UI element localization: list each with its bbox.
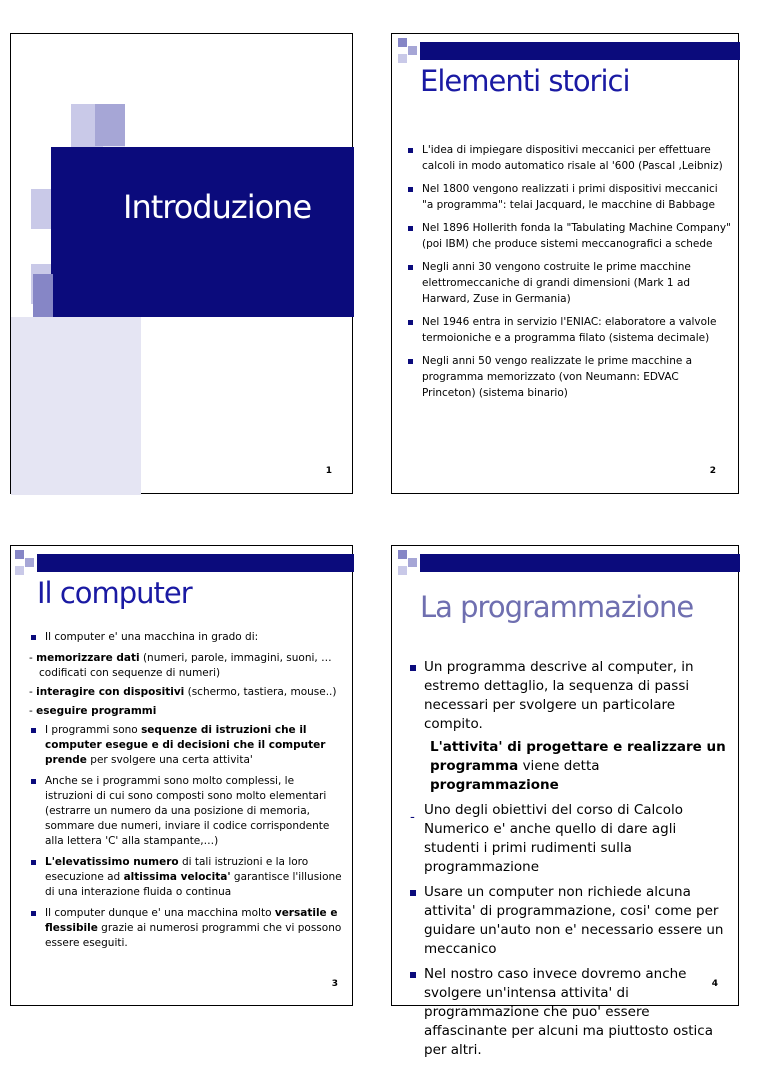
list-item: Nel 1946 entra in servizio l'ENIAC: elaboratore a valvole termoioniche e a programma filato (sistema decimale): [406, 314, 732, 346]
title-band: [51, 147, 354, 317]
list-item: - Uno degli obiettivi del corso di Calcolo Numerico e' anche quello di dare agli studenti i primi rudimenti sulla programmazione: [408, 801, 730, 877]
slide-title: Elementi storici: [420, 64, 630, 98]
page-number: 1: [325, 466, 332, 476]
decor-square: [398, 54, 407, 63]
decor-square: [25, 558, 34, 567]
list-item: Il computer e' una macchina in grado di:: [29, 630, 345, 645]
decor-square: [398, 38, 407, 47]
decor-square: [33, 274, 53, 317]
slide-title: Il computer: [37, 576, 192, 610]
header-bar: [420, 42, 740, 60]
list-item: Usare un computer non richiede alcuna attivita' di programmazione, cosi' come per guidare un'auto non e' necessario essere un meccanico: [408, 883, 730, 959]
list-item: Il computer dunque e' una macchina molto versatile e flessibile grazie ai numerosi programmi che vi possono essere eseguiti.: [29, 906, 345, 951]
slide-title: Introduzione: [123, 188, 312, 226]
list-item: Negli anni 30 vengono costruite le prime macchine elettromeccaniche di grandi dimensioni (Mark 1 ad Harward, Zuse in Germania): [406, 259, 732, 307]
list-item: Negli anni 50 vengo realizzate le prime macchine a programma memorizzato (von Neumann: EDVAC Princeton) (sistema binario): [406, 353, 732, 401]
decor-square: [398, 550, 407, 559]
decor-square: [408, 46, 417, 55]
list-item: L'elevatissimo numero di tali istruzioni e la loro esecuzione ad altissima velocita' garantisce l'illusione di una interazione fluida o continua: [29, 855, 345, 900]
page-number: 4: [711, 979, 718, 989]
computer-list: [29, 723, 345, 951]
slide-elementi-storici: [391, 33, 739, 494]
decor-square: [31, 189, 53, 229]
programming-list: [408, 658, 730, 1066]
header-bar: [37, 554, 354, 572]
slide-introduzione: [10, 33, 353, 494]
list-item: Un programma descrive al computer, in estremo dettaglio, la sequenza di passi necessari per svolgere un particolare compito. L'attivita' di progettare e realizzare un programma viene detta programmazione: [408, 658, 730, 795]
decor-square: [95, 104, 125, 146]
computer-list: [29, 630, 345, 645]
page-number: 2: [709, 466, 716, 476]
decor-square: [408, 558, 417, 567]
list-item: Nel nostro caso invece dovremo anche svolgere un'intensa attivita' di programmazione che puo' essere affascinante per alcuni ma piuttosto ostica per altri.: [408, 965, 730, 1060]
slide-title: La programmazione: [420, 590, 694, 624]
decor-square: [15, 550, 24, 559]
list-item: Nel 1800 vengono realizzati i primi dispositivi meccanici "a programma": telai Jacquard, le macchine di Babbage: [406, 181, 732, 213]
slide-il-computer: [10, 545, 353, 1006]
capability-item: - eseguire programmi: [29, 705, 157, 717]
definition-para: L'attivita' di progettare e realizzare un programma viene detta programmazione: [430, 739, 726, 793]
list-item: Anche se i programmi sono molto complessi, le istruzioni di cui sono composti sono molto elementari (estrarre un numero da una posizione di memoria, sommare due numeri, inviare il codice corrispondente alla lettera 'C' alla stampante,…): [29, 774, 345, 849]
decor-square: [398, 566, 407, 575]
list-item: L'idea di impiegare dispositivi meccanici per effettuare calcoli in modo automatico risale al '600 (Pascal ,Leibniz): [406, 142, 732, 174]
list-item: Nel 1896 Hollerith fonda la "Tabulating Machine Company" (poi IBM) che produce sistemi meccanografici a schede: [406, 220, 732, 252]
header-bar: [420, 554, 740, 572]
decor-column: [11, 317, 141, 495]
slide-la-programmazione: [391, 545, 739, 1058]
capability-item: - interagire con dispositivi (schermo, tastiera, mouse..): [29, 686, 337, 698]
page-number: 3: [331, 979, 338, 989]
decor-square: [15, 566, 24, 575]
history-list: [406, 142, 732, 408]
list-item: I programmi sono sequenze di istruzioni che il computer esegue e di decisioni che il computer prende per svolgere una certa attivita': [29, 723, 345, 768]
capability-item: - memorizzare dati (numeri, parole, immagini, suoni, …codificati con sequenze di numeri): [29, 652, 332, 679]
slide-body: [29, 630, 345, 957]
